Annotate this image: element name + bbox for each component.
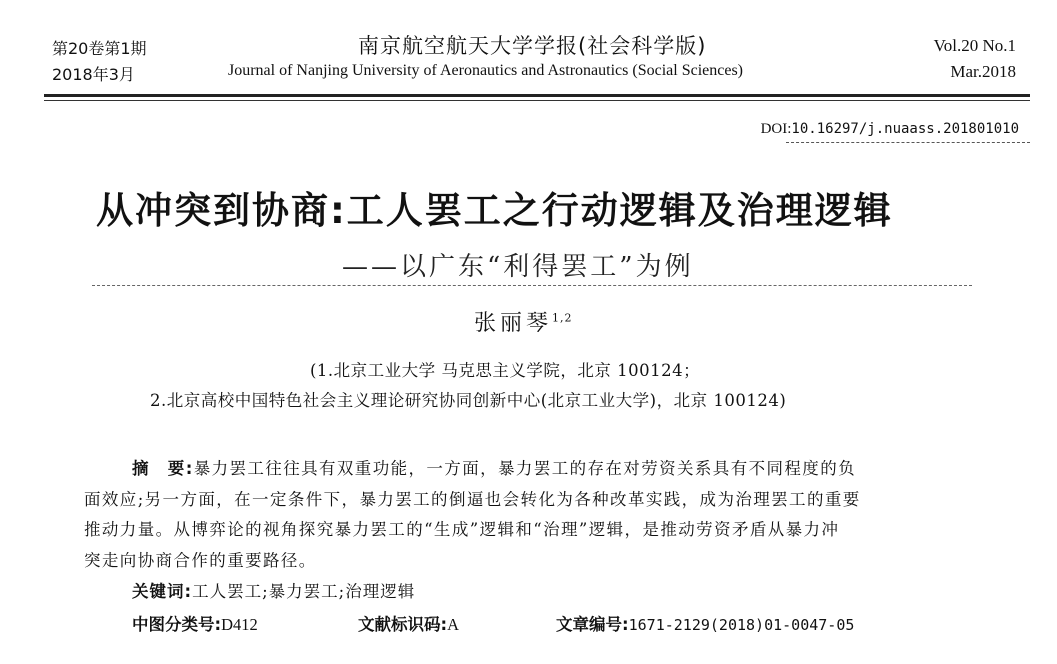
date-en: Mar.2018 [950, 62, 1016, 81]
article-title: 从冲突到协商:工人罢工之行动逻辑及治理逻辑 [96, 189, 893, 232]
abstract-line-1 [132, 455, 856, 479]
doi-label: DOI: [760, 121, 792, 137]
affiliation-1: (1.北京工业大学 马克思主义学院，北京 100124； [310, 361, 701, 380]
author [474, 306, 573, 337]
abstract-line-4: 突走向协商合作的重要路径。 [84, 551, 317, 570]
doi-underline [786, 142, 1030, 143]
document-code [358, 611, 459, 635]
affiliation-2: 2.北京高校中国特色社会主义理论研究协同创新中心(北京工业大学)，北京 100124) [150, 391, 787, 410]
doi-value: 10.16297/j.nuaass.201801010 [791, 121, 1019, 137]
journal-title-en: Journal of Nanjing University of Aeronautics and Astronautics (Social Sciences) [228, 62, 743, 79]
author-name: 张丽琴 [474, 311, 553, 336]
article-number-label: 文章编号: [556, 615, 629, 634]
header-rule-thick [44, 94, 1030, 97]
keywords-value: 工人罢工;暴力罢工;治理逻辑 [192, 582, 416, 601]
title-divider [92, 285, 972, 286]
journal-title-cn: 南京航空航天大学学报(社会科学版) [358, 34, 707, 58]
clc-number [132, 611, 258, 635]
volume-issue-cn: 第20卷第1期 [52, 39, 147, 58]
article-number [556, 611, 854, 635]
document-code-value: A [447, 615, 460, 634]
header-rule-thin [44, 100, 1030, 101]
doi [761, 121, 1019, 138]
volume-issue-en: Vol.20 No.1 [933, 36, 1016, 55]
clc-value: D412 [221, 615, 258, 634]
document-code-label: 文献标识码: [358, 615, 448, 634]
author-affiliation-marks: 1,2 [552, 311, 573, 325]
abstract-line-2: 面效应;另一方面，在一定条件下，暴力罢工的倒逼也会转化为各种改革实践，成为治理罢工的重要 [84, 490, 861, 509]
abstract-label: 摘 要: [132, 459, 194, 478]
keywords [132, 578, 415, 602]
date-cn: 2018年3月 [52, 65, 135, 84]
article-subtitle: ——以广东“利得罢工”为例 [342, 252, 694, 282]
article-number-value: 1671-2129(2018)01-0047-05 [628, 616, 855, 634]
keywords-label: 关键词: [132, 582, 193, 601]
clc-label: 中图分类号: [132, 615, 222, 634]
abstract-text-1: 暴力罢工往往具有双重功能，一方面，暴力罢工的存在对劳资关系具有不同程度的负 [193, 459, 857, 478]
abstract-line-3: 推动力量。从博弈论的视角探究暴力罢工的“生成”逻辑和“治理”逻辑，是推动劳资矛盾从暴力冲 [84, 520, 840, 539]
